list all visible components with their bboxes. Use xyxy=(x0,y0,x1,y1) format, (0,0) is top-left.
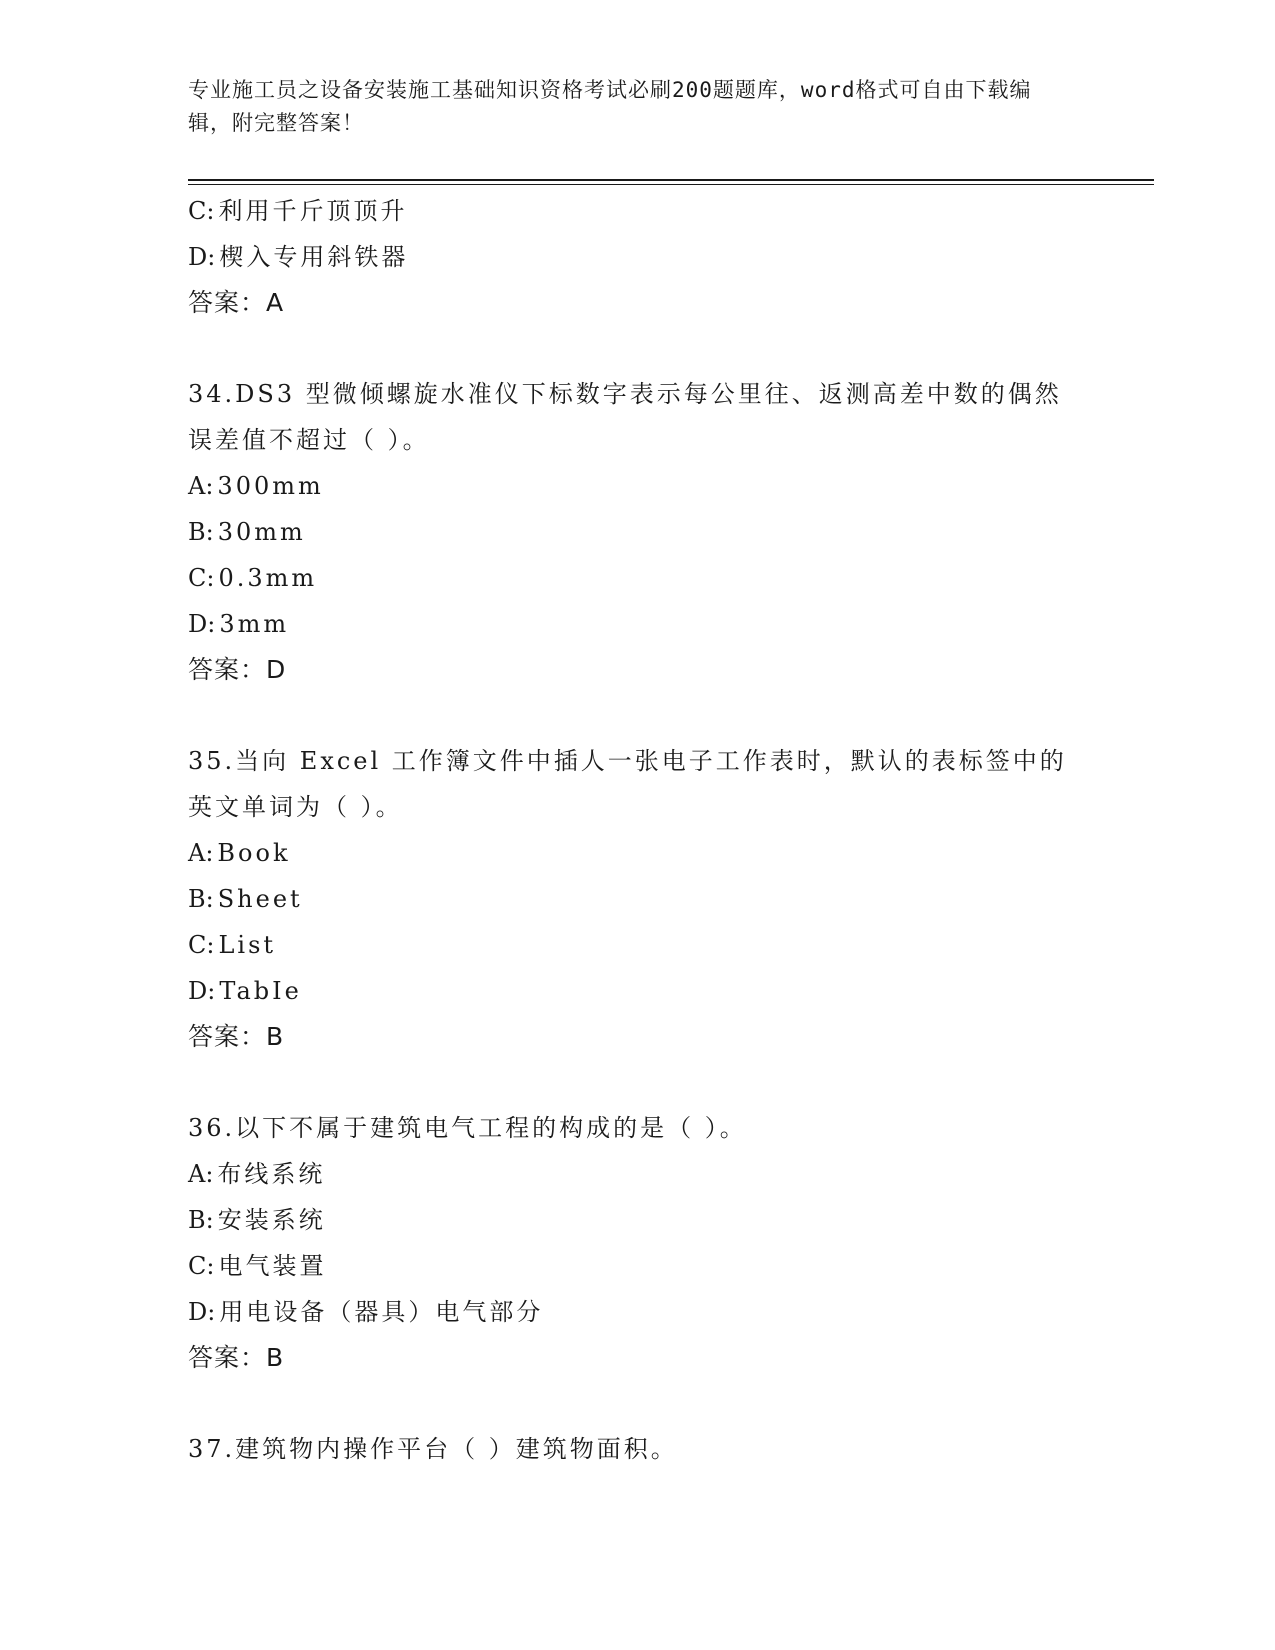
option-letter: C: xyxy=(188,931,215,959)
header-rule-thick xyxy=(188,179,1154,181)
option-text: Sheet xyxy=(217,885,303,913)
option-a xyxy=(188,1151,1088,1197)
option-text: 0.3mm xyxy=(218,564,318,592)
option-b xyxy=(188,509,1088,555)
header-rule-thin xyxy=(188,184,1154,185)
option-letter: C: xyxy=(188,1252,215,1280)
option-letter: A: xyxy=(188,839,214,867)
document-content xyxy=(188,188,1088,1472)
page-header: 专业施工员之设备安装施工基础知识资格考试必刷200题题库，word格式可自由下载编辑，附完整答案！ xyxy=(188,78,1032,135)
question-34-stem: 34.DS3 型微倾螺旋水准仪下标数字表示每公里往、返测高差中数的偶然误差值不超过（ ）。 xyxy=(188,380,1062,454)
option-text: TabIe xyxy=(219,977,302,1005)
answer-line: 答案：B xyxy=(188,1022,285,1051)
option-b xyxy=(188,1197,1088,1243)
option-text: 30mm xyxy=(217,518,306,546)
question-35-stem: 35.当向 Excel 工作簿文件中插人一张电子工作表时，默认的表标签中的英文单词为（ ）。 xyxy=(188,747,1067,821)
option-letter: C: xyxy=(188,564,215,592)
option-text: Book xyxy=(217,839,291,867)
option-d xyxy=(188,601,1088,647)
option-letter: A: xyxy=(188,1160,214,1188)
option-c xyxy=(188,922,1088,968)
option-letter: C: xyxy=(188,197,215,225)
option-d xyxy=(188,234,1088,280)
option-text: 楔入专用斜铁器 xyxy=(219,243,409,271)
option-letter: D: xyxy=(188,610,216,638)
option-letter: D: xyxy=(188,1298,216,1326)
option-letter: B: xyxy=(188,518,214,546)
answer-line: 答案：D xyxy=(188,655,287,684)
option-letter: B: xyxy=(188,1206,214,1234)
option-text: 用电设备（器具）电气部分 xyxy=(219,1298,544,1326)
option-letter: A: xyxy=(188,472,214,500)
option-text: 电气装置 xyxy=(218,1252,327,1280)
option-d xyxy=(188,968,1088,1014)
option-c xyxy=(188,555,1088,601)
option-a xyxy=(188,830,1088,876)
option-a xyxy=(188,463,1088,509)
option-c xyxy=(188,188,1088,234)
option-letter: D: xyxy=(188,977,216,1005)
option-text: 3mm xyxy=(219,610,290,638)
option-letter: D: xyxy=(188,243,216,271)
question-37-stem: 37.建筑物内操作平台（ ）建筑物面积。 xyxy=(188,1435,678,1463)
option-text: 安装系统 xyxy=(217,1206,326,1234)
answer-line: 答案：B xyxy=(188,1343,285,1372)
option-text: 利用千斤顶顶升 xyxy=(218,197,408,225)
option-d xyxy=(188,1289,1088,1335)
option-c xyxy=(188,1243,1088,1289)
option-text: 300mm xyxy=(217,472,324,500)
option-b xyxy=(188,876,1088,922)
question-36-stem: 36.以下不属于建筑电气工程的构成的是（ ）。 xyxy=(188,1114,747,1142)
option-text: 布线系统 xyxy=(217,1160,326,1188)
option-letter: B: xyxy=(188,885,214,913)
option-text: List xyxy=(218,931,277,959)
answer-line: 答案：A xyxy=(188,288,285,317)
